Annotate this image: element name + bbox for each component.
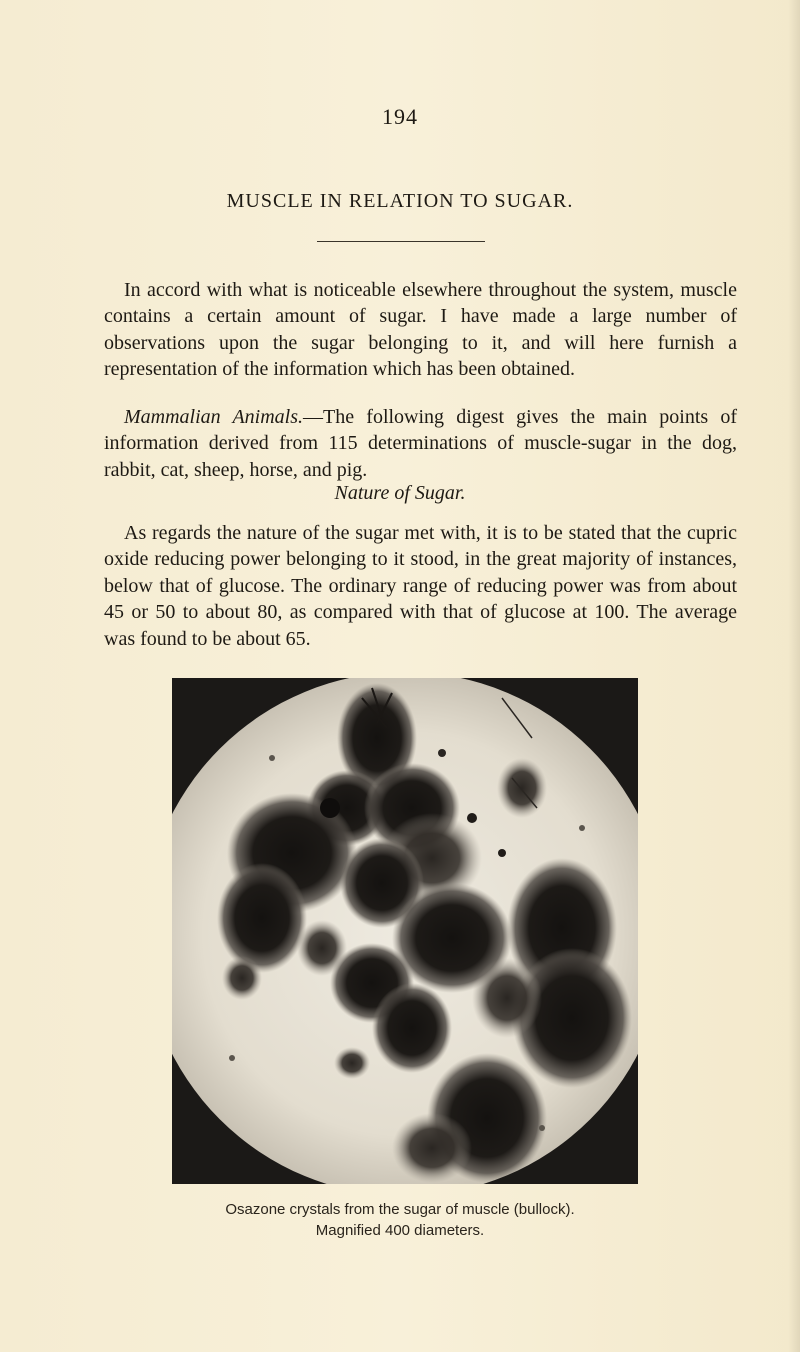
- paragraph-mammalian-heading: Mammalian Animals.: [124, 406, 304, 428]
- title-rule: [317, 241, 485, 242]
- figure-caption: Osazone crystals from the sugar of muscle (bullock).: [225, 1201, 575, 1218]
- paragraph-intro: In accord with what is noticeable elsewhere throughout the system, muscle contains a certain amount of sugar. I have made a large number of observations upon the sugar belonging to it, and will here furnish a representation of the information which has been obtained.: [104, 279, 737, 381]
- section-subheading: Nature of Sugar.: [334, 482, 466, 504]
- paragraph-nature: As regards the nature of the sugar met with, it is to be stated that the cupric oxide reducing power belonging to it stood, in the great majority of instances, below that of glucose. The ordinary range of reducing power was from about 45 or 50 to about 80, as compared with that of glucose at 100. The average was found to be about 65.: [104, 522, 737, 650]
- running-title: MUSCLE IN RELATION TO SUGAR.: [226, 190, 574, 212]
- page-number: 194: [382, 104, 418, 129]
- osazone-crystals-image: [172, 678, 638, 1184]
- paragraph-mammalian: [104, 404, 737, 483]
- figure-magnification: Magnified 400 diameters.: [315, 1222, 485, 1239]
- paragraph-mammalian-body: —The following digest gives the main points of information derived from 115 determinations of muscle-sugar in the dog, rabbit, cat, sheep, horse, and pig.: [104, 406, 738, 481]
- micrograph-plate: [172, 678, 638, 1184]
